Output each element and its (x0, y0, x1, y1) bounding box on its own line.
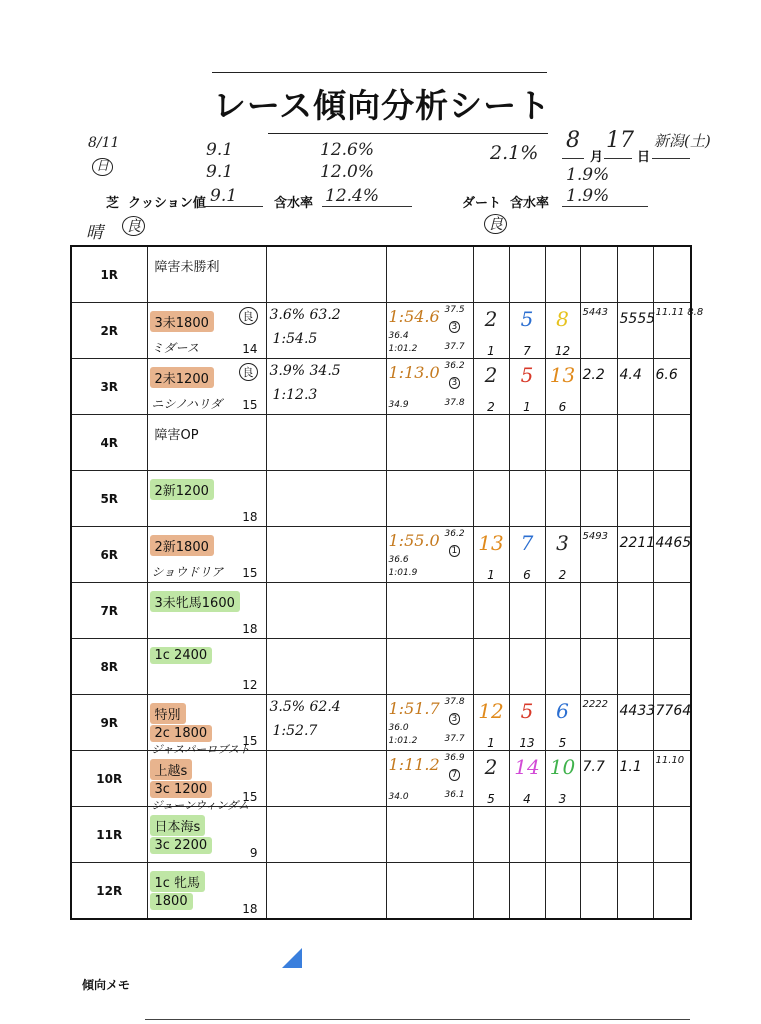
placing-cell (509, 471, 545, 527)
passing-cell (653, 303, 704, 359)
winner-name: ニシノハリダ (151, 397, 223, 411)
passing-cell (653, 527, 691, 583)
race-number: 10R (71, 751, 147, 807)
placing-number: 13 (549, 363, 576, 387)
placing-number: 14 (514, 755, 540, 779)
memo-label: 傾向メモ (82, 978, 131, 992)
moisture-note: 3.5% 62.4 (269, 699, 341, 715)
field-size: 15 (242, 398, 258, 412)
placing-popularity: 2 (558, 568, 567, 582)
race-distance: 3c 2200 (150, 837, 213, 854)
dirt-moist-value-1: 2.1% (490, 142, 539, 164)
half-split: 1:01.9 (388, 568, 418, 578)
first-split: 36.6 (388, 555, 409, 565)
placing-popularity: 1 (487, 736, 495, 750)
position-mark: 7 (449, 769, 461, 781)
placing-cell (473, 246, 509, 303)
race-class: 3未牝馬1600 (150, 591, 240, 612)
dirt-label: ダート (462, 196, 502, 211)
race-class: 障害OP (154, 428, 199, 443)
half-split: 34.0 (388, 792, 409, 802)
win-time: 1:11.2 (388, 755, 440, 774)
race-class-cell (147, 359, 266, 415)
placing-number: 5 (520, 307, 534, 331)
win-time: 1:13.0 (388, 363, 440, 382)
passing-order: 6.6 (655, 367, 678, 383)
race-row (71, 863, 691, 920)
race-number: 5R (71, 471, 147, 527)
passing-order: 7764 (655, 703, 692, 719)
pace-cell (266, 863, 386, 920)
last-3f: 36.9 (444, 753, 465, 763)
passing-cell (580, 695, 617, 751)
placing-cell (473, 639, 509, 695)
placing-cell (545, 415, 580, 471)
time-cell (386, 303, 473, 359)
passing-cell (653, 639, 691, 695)
standard-time: 1:12.3 (272, 387, 318, 403)
placing-cell (509, 359, 545, 415)
field-size: 14 (242, 342, 258, 356)
moisture-note: 3.9% 34.5 (269, 363, 341, 379)
placing-cell (545, 359, 580, 415)
position-mark: 3 (449, 321, 461, 333)
dirt-moist-value-3: 1.9% (566, 186, 610, 206)
race-class: 障害未勝利 (154, 260, 220, 275)
time-cell (386, 583, 473, 639)
turf-moist-value-1: 12.6% (320, 140, 375, 160)
half-split: 34.9 (388, 400, 409, 410)
race-table (70, 245, 704, 920)
passing-cell (653, 807, 691, 863)
race-row (71, 303, 691, 359)
moisture-note: 3.6% 63.2 (269, 307, 341, 323)
passing-order: 5555 (619, 311, 656, 327)
race-class-cell (147, 527, 266, 583)
passing-order: 4465 (655, 535, 692, 551)
pace-cell (266, 751, 386, 807)
race-number: 7R (71, 583, 147, 639)
placing-cell (473, 751, 509, 807)
placing-cell (473, 527, 509, 583)
placing-cell (509, 807, 545, 863)
last-3f-2: 37.8 (444, 398, 465, 408)
placing-popularity: 6 (558, 400, 567, 414)
passing-cell (617, 751, 653, 807)
placing-cell (545, 527, 580, 583)
passing-cell (580, 303, 617, 359)
field-size: 12 (242, 678, 258, 692)
passing-order: 2.2 (582, 367, 605, 383)
month-label: 月 (590, 150, 604, 165)
passing-cell (617, 639, 653, 695)
venue: 新潟(土) (654, 132, 711, 150)
race-row (71, 527, 691, 583)
race-row (71, 246, 691, 303)
placing-cell (509, 303, 545, 359)
race-row (71, 639, 691, 695)
passing-cell (653, 246, 691, 303)
last-3f-2: 37.7 (444, 734, 465, 744)
half-split: 1:01.2 (388, 344, 418, 354)
time-cell (386, 471, 473, 527)
placing-number: 2 (484, 755, 498, 779)
placing-cell (545, 751, 580, 807)
race-class-cell (147, 303, 266, 359)
passing-order: 5493 (582, 531, 608, 542)
placing-cell (509, 639, 545, 695)
passing-order: 1.1 (619, 759, 642, 775)
pace-cell (266, 583, 386, 639)
passing-order: 4433 (619, 703, 656, 719)
race-class-cell (147, 246, 266, 303)
field-size: 18 (242, 510, 258, 524)
race-number: 2R (71, 303, 147, 359)
race-row (71, 807, 691, 863)
race-number: 6R (71, 527, 147, 583)
turf-moist-value-3: 12.4% (325, 186, 380, 206)
time-cell (386, 639, 473, 695)
passing-cell (617, 807, 653, 863)
passing-order: 4.4 (619, 367, 642, 383)
passing-cell (617, 246, 653, 303)
race-row (71, 415, 691, 471)
race-number: 9R (71, 695, 147, 751)
placing-popularity: 5 (558, 736, 567, 750)
race-class: 特別 (150, 703, 186, 724)
dirt-mark: 良 (484, 214, 507, 234)
last-3f-2: 37.7 (444, 342, 465, 352)
time-cell (386, 751, 473, 807)
title-bottom-rule (268, 133, 548, 134)
passing-order: 5443 (582, 307, 608, 318)
passing-order: 2222 (582, 699, 608, 710)
race-class: 3未1800 (150, 311, 214, 332)
passing-cell (580, 359, 617, 415)
passing-order: 11.11 8.8 (655, 307, 704, 318)
passing-cell (580, 807, 617, 863)
passing-order: 11.10 (655, 755, 685, 766)
memo-rule (145, 1019, 690, 1020)
win-time: 1:55.0 (388, 531, 440, 550)
race-class-cell (147, 807, 266, 863)
placing-cell (509, 415, 545, 471)
race-row (71, 583, 691, 639)
placing-cell (509, 527, 545, 583)
winner-name: ミダース (151, 341, 199, 355)
field-size: 15 (242, 734, 258, 748)
passing-cell (617, 415, 653, 471)
race-number: 4R (71, 415, 147, 471)
weekday-mark: 日 (92, 158, 113, 176)
placing-cell (545, 807, 580, 863)
passing-cell (617, 583, 653, 639)
placing-cell (545, 863, 580, 920)
race-row (71, 471, 691, 527)
day-value: 17 (606, 128, 634, 153)
race-class-cell (147, 415, 266, 471)
placing-cell (545, 246, 580, 303)
placing-cell (509, 246, 545, 303)
passing-cell (617, 471, 653, 527)
title-top-rule (212, 72, 547, 73)
time-cell (386, 863, 473, 920)
passing-cell (653, 863, 691, 920)
cushion-underline (205, 206, 263, 207)
dirt-moist-underline (562, 206, 648, 207)
page-title: レース傾向分析シート (212, 86, 552, 125)
dirt-moist-label: 含水率 (510, 196, 550, 211)
last-3f: 36.2 (444, 361, 465, 371)
pace-cell (266, 246, 386, 303)
placing-cell (473, 415, 509, 471)
day-underline (604, 158, 632, 159)
placing-popularity: 1 (487, 344, 495, 358)
month-underline (562, 158, 584, 159)
winner-name: ショウドリア (151, 565, 224, 579)
placing-cell (473, 695, 509, 751)
race-row (71, 695, 691, 751)
passing-cell (617, 863, 653, 920)
placing-cell (545, 583, 580, 639)
cushion-label: クッション値 (128, 196, 206, 211)
race-class-cell (147, 751, 266, 812)
last-3f: 37.5 (444, 305, 465, 315)
pace-cell (266, 471, 386, 527)
field-size: 9 (249, 846, 258, 860)
standard-time: 1:52.7 (272, 723, 318, 739)
placing-popularity: 2 (487, 400, 495, 414)
time-cell (386, 807, 473, 863)
race-class-cell (147, 863, 266, 920)
passing-cell (580, 527, 617, 583)
race-number: 11R (71, 807, 147, 863)
passing-cell (653, 415, 691, 471)
passing-cell (653, 695, 691, 751)
pace-cell (266, 359, 386, 415)
position-mark: 1 (449, 545, 461, 557)
race-class: 2未1200 (150, 367, 214, 388)
cushion-value-2: 9.1 (206, 162, 234, 182)
dirt-moist-value-2: 1.9% (566, 165, 610, 185)
half-split: 1:01.2 (388, 736, 418, 746)
pace-cell (266, 807, 386, 863)
time-cell (386, 695, 473, 751)
race-row (71, 359, 691, 415)
blue-triangle-icon[interactable] (282, 948, 302, 968)
placing-popularity: 12 (554, 344, 571, 358)
placing-popularity: 7 (523, 344, 531, 358)
race-class-cell (147, 583, 266, 639)
passing-cell (653, 751, 691, 807)
pace-cell (266, 303, 386, 359)
placing-popularity: 5 (487, 792, 495, 806)
race-class: 1c 2400 (150, 647, 213, 664)
race-class: 日本海s (150, 815, 206, 836)
passing-cell (617, 303, 656, 359)
field-size: 18 (242, 902, 258, 916)
placing-cell (473, 303, 509, 359)
placing-number: 5 (520, 363, 534, 387)
turf-moist-value-2: 12.0% (320, 162, 375, 182)
race-distance: 1800 (150, 893, 193, 910)
passing-cell (580, 583, 617, 639)
time-cell (386, 359, 473, 415)
pace-cell (266, 527, 386, 583)
field-size: 15 (242, 790, 258, 804)
cushion-value-1: 9.1 (206, 140, 234, 160)
passing-cell (653, 359, 691, 415)
position-mark: 3 (449, 377, 461, 389)
race-number: 12R (71, 863, 147, 920)
pace-cell (266, 415, 386, 471)
last-3f-2: 36.1 (444, 790, 465, 800)
placing-popularity: 1 (487, 568, 495, 582)
race-class-cell (147, 471, 266, 527)
placing-number: 3 (556, 531, 569, 555)
race-class: 2新1200 (150, 479, 214, 500)
field-size: 18 (242, 622, 258, 636)
position-mark: 3 (449, 713, 461, 725)
race-distance: 2c 1800 (150, 725, 213, 742)
pace-cell (266, 639, 386, 695)
placing-cell (509, 863, 545, 920)
weather-mark: 良 (122, 216, 145, 236)
first-split: 36.4 (388, 331, 409, 341)
race-number: 3R (71, 359, 147, 415)
win-time: 1:54.6 (388, 307, 440, 326)
placing-cell (473, 359, 509, 415)
cushion-value-3: 9.1 (210, 186, 238, 206)
placing-cell (473, 471, 509, 527)
placing-number: 13 (478, 531, 504, 555)
passing-cell (580, 639, 617, 695)
win-time: 1:51.7 (388, 699, 440, 718)
placing-cell (509, 583, 545, 639)
passing-cell (653, 471, 691, 527)
winner-name: ジャスパーロブスト (151, 743, 250, 756)
placing-popularity: 4 (523, 792, 531, 806)
field-size: 15 (242, 566, 258, 580)
turf-moist-label: 含水率 (274, 196, 314, 211)
passing-cell (617, 527, 656, 583)
placing-number: 2 (484, 363, 498, 387)
race-number: 8R (71, 639, 147, 695)
last-3f: 37.8 (444, 697, 465, 707)
race-class-cell (147, 695, 266, 756)
standard-time: 1:54.5 (272, 331, 318, 347)
venue-underline (652, 158, 690, 159)
turf-label: 芝 (106, 196, 120, 211)
time-cell (386, 415, 473, 471)
placing-cell (545, 303, 580, 359)
placing-number: 10 (549, 755, 576, 779)
passing-cell (617, 359, 653, 415)
passing-cell (653, 583, 691, 639)
weather-label: 晴 (86, 223, 103, 243)
first-split: 36.0 (388, 723, 409, 733)
placing-popularity: 6 (523, 568, 531, 582)
placing-cell (473, 583, 509, 639)
track-condition-mark: 良 (239, 363, 258, 381)
placing-number: 5 (520, 699, 534, 723)
race-class: 上越s (150, 759, 193, 780)
pace-cell (266, 695, 386, 751)
turf-moist-underline (322, 206, 412, 207)
time-cell (386, 527, 473, 583)
race-distance: 3c 1200 (150, 781, 213, 798)
month-value: 8 (566, 128, 580, 153)
placing-number: 12 (478, 699, 504, 723)
placing-cell (545, 695, 580, 751)
placing-popularity: 3 (558, 792, 567, 806)
placing-cell (545, 639, 580, 695)
placing-cell (545, 471, 580, 527)
race-number: 1R (71, 246, 147, 303)
race-class: 2新1800 (150, 535, 214, 556)
placing-cell (473, 863, 509, 920)
last-3f: 36.2 (444, 529, 465, 539)
placing-number: 2 (484, 307, 498, 331)
track-condition-mark: 良 (239, 307, 258, 325)
passing-order: 2211 (619, 535, 656, 551)
placing-number: 8 (556, 307, 569, 331)
passing-cell (617, 695, 656, 751)
placing-cell (509, 751, 545, 807)
passing-cell (580, 751, 617, 807)
race-row (71, 751, 691, 807)
time-cell (386, 246, 473, 303)
placing-popularity: 1 (523, 400, 531, 414)
placing-popularity: 13 (519, 736, 535, 750)
passing-cell (580, 863, 617, 920)
day-label: 日 (637, 150, 651, 165)
placing-cell (473, 807, 509, 863)
race-class-cell (147, 639, 266, 695)
winner-name: ジューンウィンダム (151, 799, 249, 812)
race-class: 1c 牝馬 (150, 871, 206, 892)
passing-cell (580, 471, 617, 527)
passing-cell (580, 246, 617, 303)
placing-number: 7 (520, 531, 534, 555)
passing-order: 7.7 (582, 759, 605, 775)
placing-number: 6 (556, 699, 569, 723)
date-side: 8/11 (88, 135, 120, 151)
placing-cell (509, 695, 545, 751)
passing-cell (580, 415, 617, 471)
